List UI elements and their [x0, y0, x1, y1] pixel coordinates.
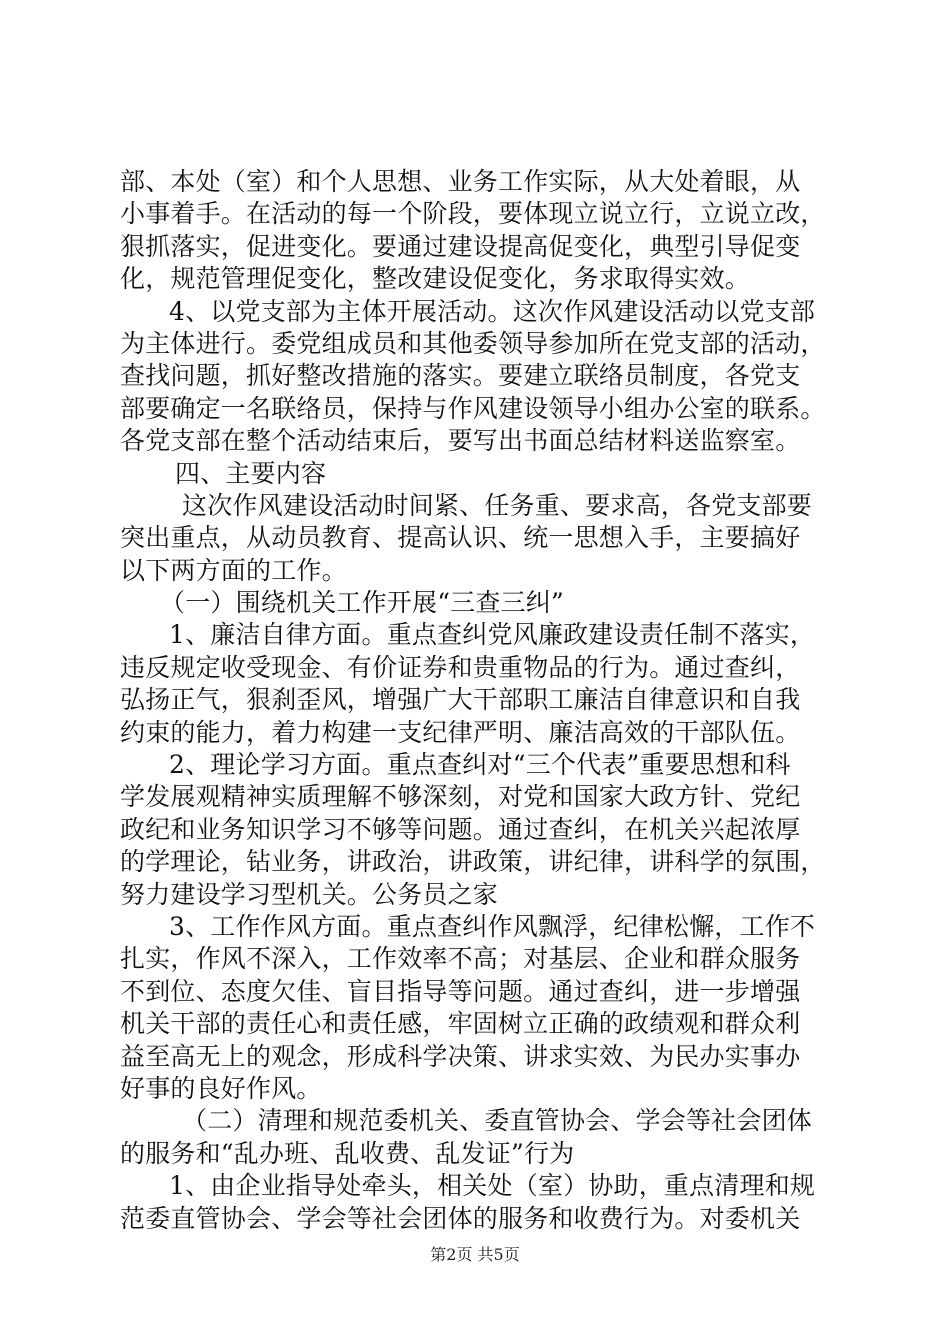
- document-body: [120, 166, 840, 1235]
- text-line: 机关干部的责任心和责任感，牢固树立正确的政绩观和群众利: [120, 1009, 801, 1039]
- text-line: 小事着手。在活动的每一个阶段，要体现立说立行，立说立改，: [120, 199, 826, 229]
- text-line: 这次作风建设活动时间紧、任务重、要求高，各党支部要: [182, 490, 813, 520]
- text-line: 不到位、态度欠佳、盲目指导等问题。通过查纠，进一步增强: [120, 976, 801, 1006]
- text-line: 突出重点，从动员教育、提高认识、统一思想入手，主要搞好: [120, 523, 801, 553]
- text-line: 弘扬正气，狠刹歪风，增强广大干部职工廉洁自律意识和自我: [120, 685, 801, 715]
- text-line: 为主体进行。委党组成员和其他委领导参加所在党支部的活动，: [120, 328, 826, 358]
- text-line: 学发展观精神实质理解不够深刻，对党和国家大政方针、党纪: [120, 782, 801, 812]
- page-footer: 第2页 共5页: [430, 1245, 520, 1264]
- text-line: 4、以党支部为主体开展活动。这次作风建设活动以党支部: [169, 296, 816, 326]
- text-line: （二）清理和规范委机关、委直管协会、学会等社会团体: [182, 1106, 813, 1136]
- text-line: 1、廉洁自律方面。重点查纠党风廉政建设责任制不落实，: [169, 620, 816, 650]
- text-line: 3、工作作风方面。重点查纠作风飘浮，纪律松懈，工作不: [169, 911, 816, 941]
- text-line: 部、本处（室）和个人思想、业务工作实际，从大处着眼，从: [120, 167, 801, 196]
- text-line: 约束的能力，着力构建一支纪律严明、廉洁高效的干部队伍。: [120, 717, 801, 747]
- text-line: 扎实，作风不深入，工作效率不高；对基层、企业和群众服务: [120, 944, 801, 974]
- text-line: 政纪和业务知识学习不够等问题。通过查纠，在机关兴起浓厚: [120, 814, 801, 844]
- text-line: 范委直管协会、学会等社会团体的服务和收费行为。对委机关: [120, 1203, 801, 1233]
- text-line: 1、由企业指导处牵头，相关处（室）协助，重点清理和规: [169, 1171, 816, 1201]
- text-line: 部要确定一名联络员，保持与作风建设领导小组办公室的联系。: [120, 393, 826, 423]
- text-line: 各党支部在整个活动结束后，要写出书面总结材料送监察室。: [120, 426, 801, 456]
- text-line: 查找问题，抓好整改措施的落实。要建立联络员制度，各党支: [120, 361, 801, 391]
- text-line: 的服务和“乱办班、乱收费、乱发证”行为: [120, 1138, 575, 1168]
- text-line: 益至高无上的观念，形成科学决策、讲求实效、为民办实事办: [120, 1041, 801, 1071]
- text-line: 四、主要内容: [175, 458, 327, 488]
- text-line: 努力建设学习型机关。公务员之家: [120, 879, 499, 909]
- text-line: 以下两方面的工作。: [120, 555, 347, 585]
- text-line: （一）围绕机关工作开展“三查三纠”: [160, 588, 564, 618]
- text-line: 化，规范管理促变化，整改建设促变化，务求取得实效。: [120, 264, 751, 294]
- text-line: 2、理论学习方面。重点查纠对“三个代表”重要思想和科: [169, 750, 791, 780]
- text-line: 狠抓落实，促进变化。要通过建设提高促变化，典型引导促变: [120, 231, 801, 261]
- text-line: 的学理论，钻业务，讲政治，讲政策，讲纪律，讲科学的氛围，: [120, 847, 826, 877]
- text-line: 好事的良好作风。: [120, 1073, 322, 1103]
- text-line: 违反规定收受现金、有价证券和贵重物品的行为。通过查纠，: [120, 652, 801, 682]
